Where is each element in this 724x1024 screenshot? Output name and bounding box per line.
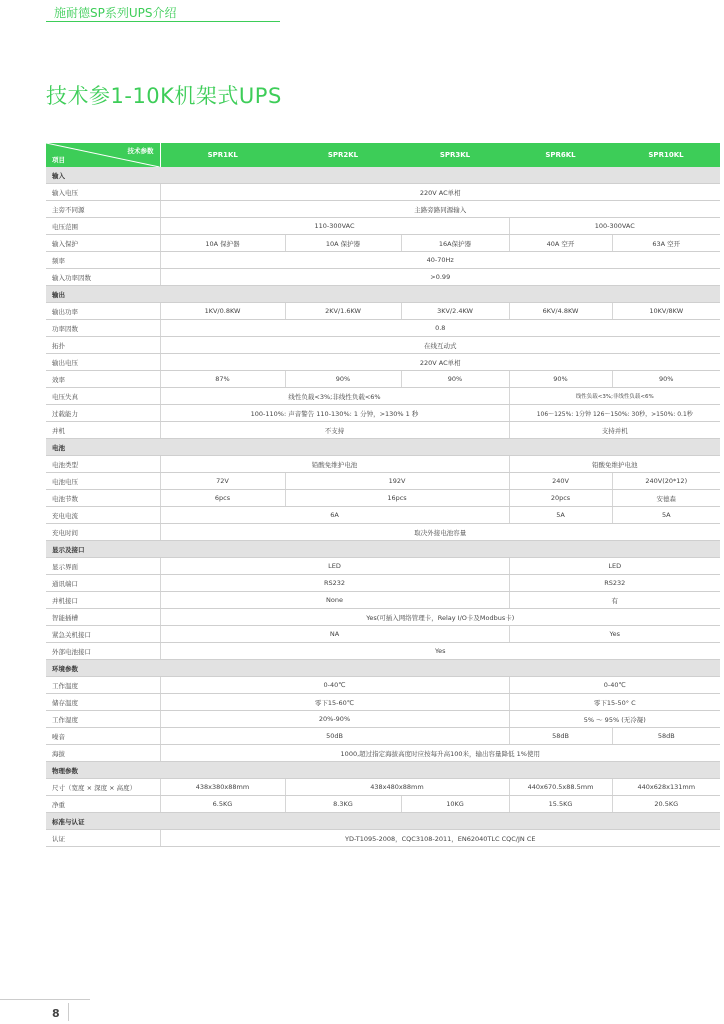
model-header: SPR1KL xyxy=(160,143,285,167)
section-row-output xyxy=(46,286,720,303)
cell-value: 240V xyxy=(509,473,612,490)
cell-value: 192V xyxy=(285,473,509,490)
cell-value: Yes xyxy=(509,626,720,643)
cell-value: 20pcs xyxy=(509,490,612,507)
cell-value: 10A 保护器 xyxy=(285,235,401,252)
table-row xyxy=(46,575,720,592)
table-row xyxy=(46,456,720,473)
row-label: 输入保护 xyxy=(46,235,160,252)
cell-value: 440x628x131mm xyxy=(612,779,720,796)
page-title: 技术参1-10K机架式UPS xyxy=(46,84,282,108)
corner-label-params: 技术参数 xyxy=(127,147,154,155)
cell-value: 16pcs xyxy=(285,490,509,507)
cell-value: 58dB xyxy=(509,728,612,745)
table-row xyxy=(46,558,720,575)
model-header: SPR3KL xyxy=(401,143,509,167)
section-title: 输入 xyxy=(46,167,720,184)
cell-value: 6pcs xyxy=(160,490,285,507)
cell-value: 铅酸免维护电池 xyxy=(509,456,720,473)
section-title: 环境参数 xyxy=(46,660,720,677)
cell-value: 5A xyxy=(509,507,612,524)
cell-value: 5% ～ 95% (无冷凝) xyxy=(509,711,720,728)
section-title: 物理参数 xyxy=(46,762,720,779)
section-row-cert xyxy=(46,813,720,830)
cell-value: 在线互动式 xyxy=(160,337,720,354)
corner-cell xyxy=(46,143,160,167)
cell-value: RS232 xyxy=(160,575,509,592)
row-label: 电压失真 xyxy=(46,388,160,405)
table-row xyxy=(46,779,720,796)
footer-divider xyxy=(0,999,90,1000)
table-row xyxy=(46,694,720,711)
row-label: 并机接口 xyxy=(46,592,160,609)
row-label: 通讯端口 xyxy=(46,575,160,592)
header-divider xyxy=(46,21,280,22)
cell-value: 2KV/1.6KW xyxy=(285,303,401,320)
cell-value: 0-40℃ xyxy=(160,677,509,694)
section-title: 电池 xyxy=(46,439,720,456)
row-label: 充电电流 xyxy=(46,507,160,524)
row-label: 紧急关机接口 xyxy=(46,626,160,643)
cell-value: >0.99 xyxy=(160,269,720,286)
cell-value: 10KV/8KW xyxy=(612,303,720,320)
row-label: 电压范围 xyxy=(46,218,160,235)
table-row xyxy=(46,235,720,252)
table-row xyxy=(46,592,720,609)
cell-value: 零下15-50° C xyxy=(509,694,720,711)
model-header: SPR6KL xyxy=(509,143,612,167)
table-row xyxy=(46,269,720,286)
row-label: 噪音 xyxy=(46,728,160,745)
section-row-input xyxy=(46,167,720,184)
cell-value: 90% xyxy=(509,371,612,388)
table-row xyxy=(46,218,720,235)
cell-value: 20.5KG xyxy=(612,796,720,813)
row-label: 认证 xyxy=(46,830,160,847)
row-label: 频率 xyxy=(46,252,160,269)
table-row xyxy=(46,490,720,507)
cell-value: RS232 xyxy=(509,575,720,592)
cell-value: 40A 空开 xyxy=(509,235,612,252)
cell-value: 90% xyxy=(612,371,720,388)
cell-value: 线性负载<3%;非线性负载<6% xyxy=(160,388,509,405)
page-number: 8 xyxy=(52,1007,60,1020)
cell-value: 线性负载<3%;非线性负载<6% xyxy=(509,388,720,405)
row-label: 尺寸（宽度 × 深度 × 高度） xyxy=(46,779,160,796)
table-row xyxy=(46,609,720,626)
cell-value: 6.5KG xyxy=(160,796,285,813)
cell-value: 438x480x88mm xyxy=(285,779,509,796)
table-row xyxy=(46,626,720,643)
table-row xyxy=(46,252,720,269)
table-row xyxy=(46,337,720,354)
table-row xyxy=(46,184,720,201)
row-label: 电池电压 xyxy=(46,473,160,490)
cell-value: 20%-90% xyxy=(160,711,509,728)
cell-value: 支持并机 xyxy=(509,422,720,439)
cell-value: 铅酸免维护电池 xyxy=(160,456,509,473)
row-label: 工作湿度 xyxy=(46,711,160,728)
section-row-env xyxy=(46,660,720,677)
cell-value: 40-70Hz xyxy=(160,252,720,269)
row-label: 拓扑 xyxy=(46,337,160,354)
row-label: 电池类型 xyxy=(46,456,160,473)
cell-value: 58dB xyxy=(612,728,720,745)
cell-value: 16A保护器 xyxy=(401,235,509,252)
table-row xyxy=(46,422,720,439)
cell-value: 438x380x88mm xyxy=(160,779,285,796)
table-row xyxy=(46,796,720,813)
table-row xyxy=(46,320,720,337)
section-title: 输出 xyxy=(46,286,720,303)
cell-value: 72V xyxy=(160,473,285,490)
cell-value: 220V AC单相 xyxy=(160,184,720,201)
row-label: 海拔 xyxy=(46,745,160,762)
row-label: 并机 xyxy=(46,422,160,439)
row-label: 工作温度 xyxy=(46,677,160,694)
cell-value: 不支持 xyxy=(160,422,509,439)
table-row xyxy=(46,201,720,218)
cell-value: None xyxy=(160,592,509,609)
cell-value: 10A 保护器 xyxy=(160,235,285,252)
cell-value: 取决外接电池容量 xyxy=(160,524,720,541)
table-row xyxy=(46,643,720,660)
cell-value: 63A 空开 xyxy=(612,235,720,252)
table-header-row xyxy=(46,143,720,167)
table-row xyxy=(46,354,720,371)
table-row xyxy=(46,711,720,728)
cell-value: 10KG xyxy=(401,796,509,813)
section-title: 标准与认证 xyxy=(46,813,720,830)
table-row xyxy=(46,524,720,541)
row-label: 显示界面 xyxy=(46,558,160,575)
row-label: 电池节数 xyxy=(46,490,160,507)
cell-value: 240V(20*12) xyxy=(612,473,720,490)
table-row xyxy=(46,371,720,388)
table-row xyxy=(46,507,720,524)
table-row xyxy=(46,677,720,694)
row-label: 净重 xyxy=(46,796,160,813)
cell-value: 0.8 xyxy=(160,320,720,337)
cell-value: Yes(可插入网络管理卡，Relay I/O卡及Modbus卡) xyxy=(160,609,720,626)
cell-value: LED xyxy=(509,558,720,575)
table-row xyxy=(46,388,720,405)
cell-value: 87% xyxy=(160,371,285,388)
cell-value: 220V AC单相 xyxy=(160,354,720,371)
model-header: SPR2KL xyxy=(285,143,401,167)
cell-value: 6KV/4.8KW xyxy=(509,303,612,320)
cell-value: 106～125%: 1分钟 126～150%: 30秒，>150%: 0.1秒 xyxy=(509,405,720,422)
cell-value: 0-40℃ xyxy=(509,677,720,694)
model-header: SPR10KL xyxy=(612,143,720,167)
cell-value: 3KV/2.4KW xyxy=(401,303,509,320)
cell-value: LED xyxy=(160,558,509,575)
row-label: 外部电池接口 xyxy=(46,643,160,660)
row-label: 输入功率因数 xyxy=(46,269,160,286)
cell-value: NA xyxy=(160,626,509,643)
cell-value: 6A xyxy=(160,507,509,524)
cell-value: 100-110%: 声音警告 110-130%: 1 分钟，>130% 1 秒 xyxy=(160,405,509,422)
cell-value: 零下15-60℃ xyxy=(160,694,509,711)
cell-value: 8.3KG xyxy=(285,796,401,813)
cell-value: 15.5KG xyxy=(509,796,612,813)
row-label: 主旁不同源 xyxy=(46,201,160,218)
cell-value: 90% xyxy=(285,371,401,388)
table-row xyxy=(46,405,720,422)
table-row xyxy=(46,830,720,847)
cell-value: Yes xyxy=(160,643,720,660)
section-row-battery xyxy=(46,439,720,456)
row-label: 输出电压 xyxy=(46,354,160,371)
table-row xyxy=(46,473,720,490)
cell-value: YD-T1095-2008，CQC3108-2011，EN62040TLC CQC/JN CE xyxy=(160,830,720,847)
section-title: 显示及接口 xyxy=(46,541,720,558)
cell-value: 1KV/0.8KW xyxy=(160,303,285,320)
corner-label-item: 项目 xyxy=(52,156,65,164)
table-row xyxy=(46,303,720,320)
brand-header: 施耐德SP系列UPS介绍 xyxy=(54,6,177,20)
cell-value: 5A xyxy=(612,507,720,524)
spec-table xyxy=(46,143,720,847)
cell-value: 100-300VAC xyxy=(509,218,720,235)
row-label: 输入电压 xyxy=(46,184,160,201)
cell-value: 440x670.5x88.5mm xyxy=(509,779,612,796)
cell-value: 50dB xyxy=(160,728,509,745)
cell-value: 主路旁路同源输入 xyxy=(160,201,720,218)
cell-value: 安德森 xyxy=(612,490,720,507)
section-row-display xyxy=(46,541,720,558)
table-row xyxy=(46,745,720,762)
row-label: 输出功率 xyxy=(46,303,160,320)
row-label: 储存温度 xyxy=(46,694,160,711)
cell-value: 110-300VAC xyxy=(160,218,509,235)
table-row xyxy=(46,728,720,745)
row-label: 过载能力 xyxy=(46,405,160,422)
row-label: 智能插槽 xyxy=(46,609,160,626)
cell-value: 90% xyxy=(401,371,509,388)
section-row-physical xyxy=(46,762,720,779)
page-number-separator xyxy=(68,1003,69,1021)
row-label: 功率因数 xyxy=(46,320,160,337)
row-label: 效率 xyxy=(46,371,160,388)
row-label: 充电时间 xyxy=(46,524,160,541)
cell-value: 1000,超过指定海拔高度时应按每升高100米，输出容量降低 1%使用 xyxy=(160,745,720,762)
cell-value: 有 xyxy=(509,592,720,609)
